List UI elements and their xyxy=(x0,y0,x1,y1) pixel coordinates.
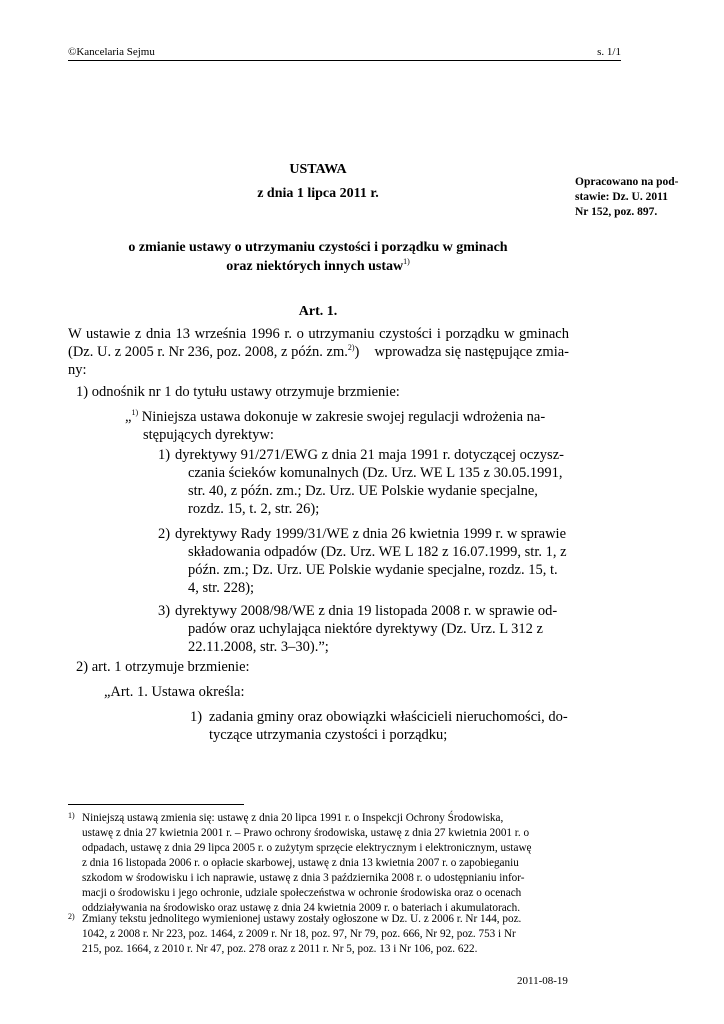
source-sidenote xyxy=(575,175,690,220)
intro-line-1: W ustawie z dnia 13 września 1996 r. o utrzymaniu czystości i porządku w gminach xyxy=(68,326,569,342)
subject-footnote-ref[interactable]: 1) xyxy=(403,257,410,266)
footnote-line: oddziaływania na środowisko oraz ustawę z dnia 24 kwietnia 2009 r. o bateriach i akumulatorach. xyxy=(82,902,521,914)
footnote-line: Niniejszą ustawą zmienia się: ustawę z dnia 20 lipca 1991 r. o Inspekcji Ochrony Środowiska, xyxy=(82,812,504,824)
directive-line: str. 40, z późn. zm.; Dz. Urz. UE Polskie wydanie specjalne, xyxy=(188,483,538,499)
footnote-mark: 1) xyxy=(68,811,75,820)
footnote-mark: 2) xyxy=(68,912,75,921)
quote-line-1: Niniejsza ustawa dokonuje w zakresie swojej regulacji wdrożenia na- xyxy=(141,409,546,425)
directive-line: późn. zm.; Dz. Urz. UE Polskie wydanie specjalne, rozdz. 15, t. xyxy=(188,562,558,578)
act-kind: USTAWA xyxy=(289,162,347,177)
directive-item xyxy=(158,525,569,597)
footnote-line: z dnia 16 listopada 2006 r. o opłacie skarbowej, ustawę z dnia 13 kwietnia 2007 r. o zapobieganiu xyxy=(82,857,519,869)
directive-line: składowania odpadów (Dz. Urz. WE L 182 z 16.07.1999, str. 1, z xyxy=(188,544,567,560)
directive-line: dyrektywy Rady 1999/31/WE z dnia 26 kwietnia 1999 r. w sprawie xyxy=(175,526,567,542)
footnote-line: odpadach, ustawę z dnia 29 lipca 2005 r. o zużytym sprzęcie elektrycznym i elektronicznym, ustawę xyxy=(82,842,532,854)
footnote-line: 1042, z 2008 r. Nr 223, poz. 1464, z 2009 r. Nr 18, poz. 97, Nr 79, poz. 666, Nr 92, poz. 753 i Nr xyxy=(82,928,516,940)
sidenote-line: Nr 152, poz. 897. xyxy=(575,206,658,218)
footnote-line: Zmiany tekstu jednolitego wymienionej ustawy zostały ogłoszone w Dz. U. z 2006 r. Nr 144, poz. xyxy=(82,913,522,925)
intro-continuation: wprowadza się następujące zmia- xyxy=(374,344,569,360)
article-heading: Art. 1. xyxy=(298,304,338,319)
directive-line: czania ścieków komunalnych (Dz. Urz. WE L 135 z 30.05.1991, xyxy=(188,465,563,481)
subject-line-2: oraz niektórych innych ustaw xyxy=(226,259,404,274)
directive-line: dyrektywy 2008/98/WE z dnia 19 listopada 2008 r. w sprawie od- xyxy=(175,603,558,619)
quote-line-2: stępujących dyrektyw: xyxy=(143,427,274,443)
directive-item xyxy=(158,446,569,518)
art1-quote: „Art. 1. Ustawa określa: xyxy=(104,684,245,700)
directive-number: 1) xyxy=(158,447,171,463)
footnote-line: macji o środowisku i jego ochronie, udziale społeczeństwa w ochronie środowiska oraz o ocenach xyxy=(82,887,522,899)
art1-item-number: 1) xyxy=(190,709,203,725)
sidenote-line: stawie: Dz. U. 2011 xyxy=(575,191,668,203)
directive-line: padów oraz uchylająca niektóre dyrektywy (Dz. Urz. L 312 z xyxy=(188,621,543,637)
intro-footnote-ref[interactable]: 2) xyxy=(347,343,355,352)
point-1: 1) odnośnik nr 1 do tytułu ustawy otrzymuje brzmienie: xyxy=(76,384,400,400)
quote-open: „ xyxy=(125,409,132,425)
quoted-footnote xyxy=(125,408,567,444)
act-date: z dnia 1 lipca 2011 r. xyxy=(257,186,379,201)
directive-line: 22.11.2008, str. 3–30).”; xyxy=(188,639,329,655)
footnote-1 xyxy=(68,811,572,916)
art1-item xyxy=(190,708,569,744)
header-rule xyxy=(68,60,621,61)
point-2: 2) art. 1 otrzymuje brzmienie: xyxy=(76,659,250,675)
intro-line-2: (Dz. U. z 2005 r. Nr 236, poz. 2008, z późn. zm.$^{2)}$) wprowadza się następujące zmia- xyxy=(68,343,569,360)
directive-line: rozdz. 15, t. 2, str. 26); xyxy=(188,501,320,517)
directive-number: 3) xyxy=(158,603,171,619)
footnote-line: szkodom w środowisku i ich naprawie, ustawę z dnia 3 października 2008 r. o udostępnianiu infor- xyxy=(82,872,525,884)
sidenote-line: Opracowano na pod- xyxy=(575,176,679,188)
directive-line: dyrektywy 91/271/EWG z dnia 21 maja 1991 r. dotyczącej oczysz- xyxy=(175,447,564,463)
directive-number: 2) xyxy=(158,526,171,542)
quote-footnote-mark: 1) xyxy=(131,408,139,417)
footnote-line: ustawę z dnia 27 kwietnia 2001 r. – Prawo ochrony środowiska, ustawę z dnia 27 kwietnia 2001 r. o xyxy=(82,827,530,839)
header-publisher: ©Kancelaria Sejmu xyxy=(68,46,155,58)
footnote-line: 215, poz. 1664, z 2010 r. Nr 47, poz. 278 oraz z 2011 r. Nr 5, poz. 13 i Nr 106, poz. 622. xyxy=(82,943,478,955)
directive-line: 4, str. 228); xyxy=(188,580,255,596)
footnote-2 xyxy=(68,912,572,957)
art1-item-line: tyczące utrzymania czystości i porządku; xyxy=(209,727,448,743)
art1-item-line: zadania gminy oraz obowiązki właścicieli nieruchomości, do- xyxy=(209,709,568,725)
intro-citation: (Dz. U. z 2005 r. Nr 236, poz. 2008, z późn. zm. xyxy=(68,344,348,360)
article-intro xyxy=(68,325,569,379)
intro-line-3: ny: xyxy=(68,362,87,378)
footer-date: 2011-08-19 xyxy=(517,975,568,987)
header-page-number: s. 1/1 xyxy=(597,46,621,58)
footnote-separator xyxy=(68,804,244,805)
act-subject xyxy=(68,238,568,276)
subject-line-1: o zmianie ustawy o utrzymaniu czystości i porządku w gminach xyxy=(128,240,508,255)
directive-item xyxy=(158,602,569,656)
